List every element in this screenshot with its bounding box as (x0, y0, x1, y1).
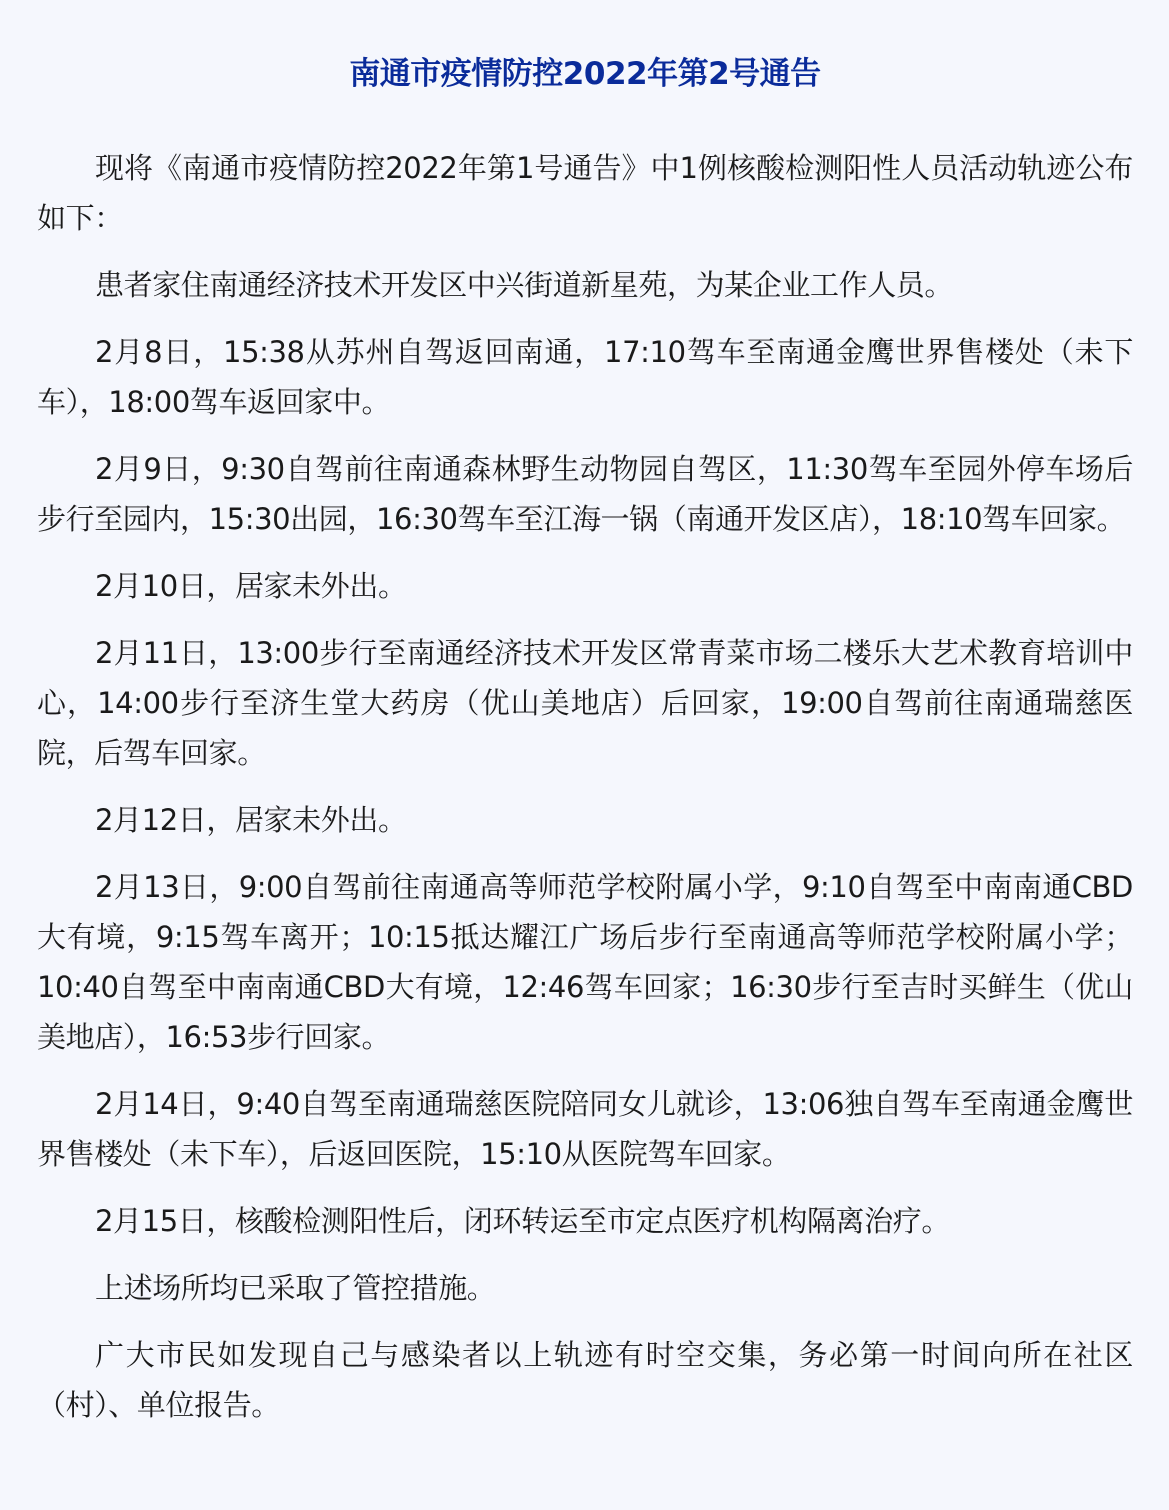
paragraph-feb-9: 2月9日，9:30自驾前往南通森林野生动物园自驾区，11:30驾车至园外停车场后步行至园内，15:30出园，16:30驾车至江海一锅（南通开发区店），18:10驾车回家。 (37, 452, 1133, 536)
paragraph-feb-13: 2月13日，9:00自驾前往南通高等师范学校附属小学，9:10自驾至中南南通CBD大有境，9:15驾车离开；10:15抵达耀江广场后步行至南通高等师范学校附属小学；10:40自驾至中南南通CBD大有境，12:46驾车回家；16:30步行至吉时买鲜生（优山美地店），16:53步行回家。 (37, 870, 1133, 1054)
paragraph-intro: 现将《南通市疫情防控2022年第1号通告》中1例核酸检测阳性人员活动轨迹公布如下： (37, 151, 1133, 235)
paragraph-control-measures: 上述场所均已采取了管控措施。 (95, 1271, 496, 1305)
notice-title: 南通市疫情防控2022年第2号通告 (349, 56, 821, 92)
paragraph-feb-11: 2月11日，13:00步行至南通经济技术开发区常青菜市场二楼乐大艺术教育培训中心，14:00步行至济生堂大药房（优山美地店）后回家，19:00自驾前往南通瑞慈医院，后驾车回家。 (37, 636, 1133, 770)
paragraph-public-advice: 广大市民如发现自己与感染者以上轨迹有时空交集，务必第一时间向所在社区（村）、单位报告。 (37, 1338, 1133, 1422)
paragraph-feb-10: 2月10日，居家未外出。 (95, 569, 407, 603)
notice-body (37, 143, 1133, 1430)
paragraph-patient-info: 患者家住南通经济技术开发区中兴街道新星苑，为某企业工作人员。 (95, 268, 954, 302)
paragraph-feb-15: 2月15日，核酸检测阳性后，闭环转运至市定点医疗机构隔离治疗。 (95, 1204, 950, 1238)
paragraph-feb-8: 2月8日，15:38从苏州自驾返回南通，17:10驾车至南通金鹰世界售楼处（未下车），18:00驾车返回家中。 (37, 335, 1133, 419)
paragraph-feb-14: 2月14日，9:40自驾至南通瑞慈医院陪同女儿就诊，13:06独自驾车至南通金鹰世界售楼处（未下车），后返回医院，15:10从医院驾车回家。 (37, 1087, 1133, 1171)
paragraph-feb-12: 2月12日，居家未外出。 (95, 803, 407, 837)
